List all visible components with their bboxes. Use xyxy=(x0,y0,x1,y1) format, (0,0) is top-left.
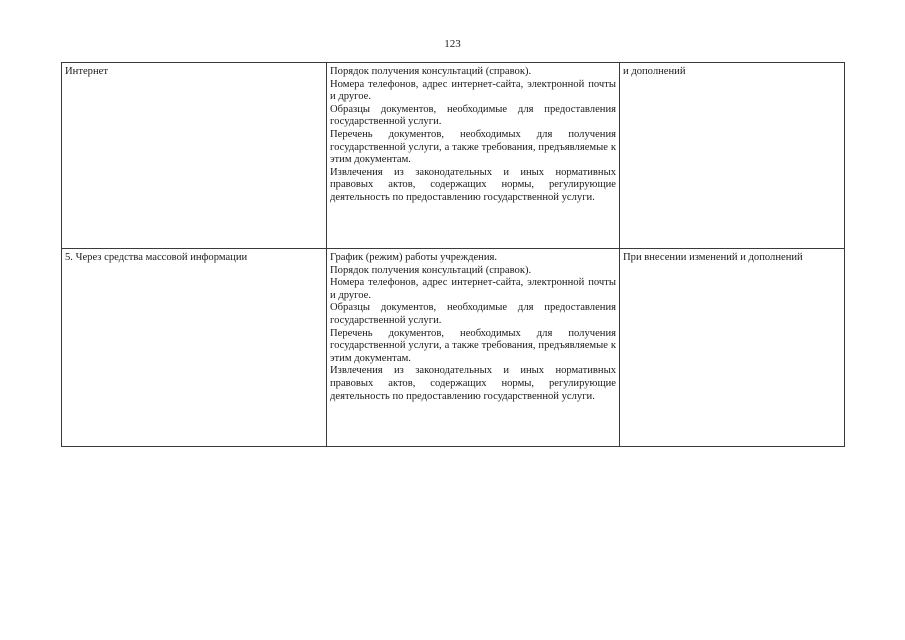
page-number: 123 xyxy=(444,38,461,50)
content-paragraph: Образцы документов, необходимые для предоставления государственной услуги. xyxy=(330,103,616,128)
update-cell xyxy=(620,249,845,447)
content-paragraph: Образцы документов, необходимые для предоставления государственной услуги. xyxy=(330,302,616,326)
channel-cell: Интернет xyxy=(62,63,327,249)
content-paragraph: Извлечения из законодательных и иных нормативных правовых актов, содержащих нормы, регулирующие деятельность по предоставлению государственной услуги. xyxy=(330,365,616,402)
document-table xyxy=(61,62,845,447)
contents-cell xyxy=(327,63,620,249)
table-row xyxy=(62,63,845,249)
content-paragraph: Перечень документов, необходимых для получения государственной услуги, а также требования, предъявляемые к этим документам. xyxy=(330,327,616,364)
content-paragraph: Перечень документов, необходимых для получения государственной услуги, а также требования, предъявляемые к этим документам. xyxy=(330,128,616,166)
update-text: При внесении изменений и дополнений xyxy=(623,252,803,263)
content-paragraph: Порядок получения консультаций (справок). xyxy=(330,264,532,276)
content-paragraph: Номера телефонов, адрес интернет-сайта, электронной почты и другое. xyxy=(330,78,616,103)
table-row xyxy=(62,249,845,447)
content-paragraph: Извлечения из законодательных и иных нормативных правовых актов, содержащих нормы, регулирующие деятельность по предоставлению государственной услуги. xyxy=(330,166,616,203)
update-cell xyxy=(620,63,845,249)
update-text: и дополнений xyxy=(623,66,686,77)
contents-cell xyxy=(327,249,620,447)
content-paragraph: Номера телефонов, адрес интернет-сайта, электронной почты и другое. xyxy=(330,277,616,301)
content-paragraph: Порядок получения консультаций (справок). xyxy=(330,66,532,77)
content-paragraph: График (режим) работы учреждения. xyxy=(330,252,498,263)
channel-cell: 5. Через средства массовой информации xyxy=(62,249,327,447)
